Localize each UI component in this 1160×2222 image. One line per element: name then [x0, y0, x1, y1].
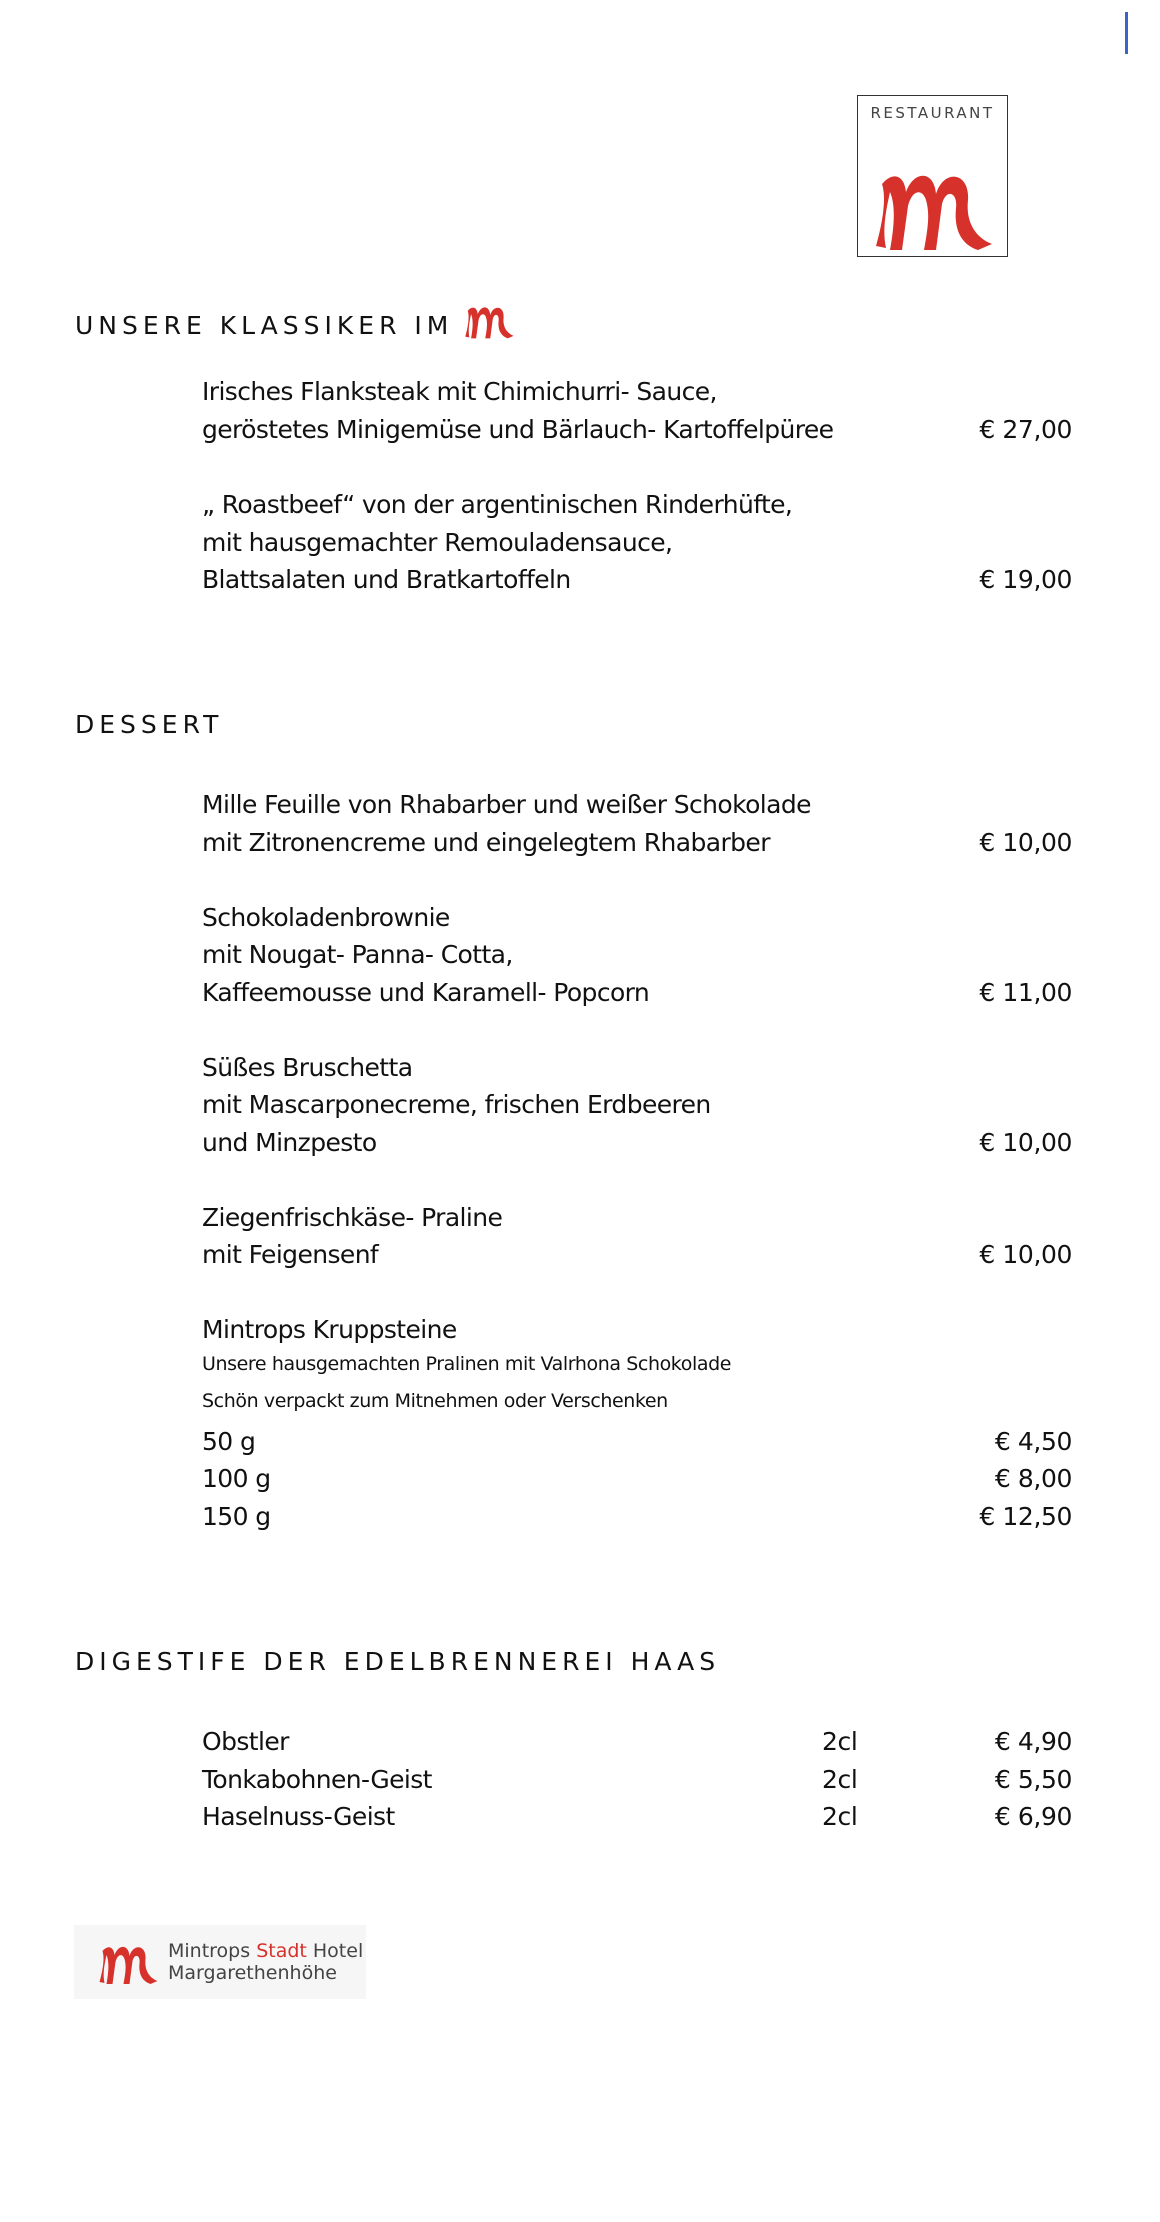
size-weight: 150 g	[202, 1502, 271, 1531]
menu-item-description: Schön verpackt zum Mitnehmen oder Verschenken	[202, 1390, 668, 1412]
menu-item-line: Irisches Flanksteak mit Chimichurri- Sauce,	[202, 377, 717, 406]
hotel-name	[168, 1940, 363, 1984]
drink-name: Haselnuss-Geist	[202, 1802, 395, 1831]
menu-item-line: mit Mascarponecreme, frischen Erdbeeren	[202, 1090, 711, 1119]
drink-price: € 5,50	[994, 1765, 1072, 1794]
section-heading-klassiker	[75, 300, 517, 340]
size-price: € 12,50	[979, 1502, 1072, 1531]
menu-item-price: € 11,00	[979, 978, 1072, 1007]
menu-item-line: mit hausgemachter Remouladensauce,	[202, 528, 673, 557]
m-logo-icon	[870, 158, 996, 254]
menu-item-line: geröstetes Minigemüse und Bärlauch- Kartoffelpüree	[202, 415, 834, 444]
hotel-name-part: Mintrops	[168, 1940, 257, 1962]
hotel-logo	[74, 1925, 366, 1999]
menu-item-title: Mintrops Kruppsteine	[202, 1315, 457, 1344]
menu-item-price: € 19,00	[979, 565, 1072, 594]
menu-item-line: Mille Feuille von Rhabarber und weißer Schokolade	[202, 790, 811, 819]
menu-item-price: € 10,00	[979, 828, 1072, 857]
menu-item-line: Schokoladenbrownie	[202, 903, 450, 932]
menu-item-line: Ziegenfrischkäse- Praline	[202, 1203, 503, 1232]
restaurant-logo	[857, 95, 1008, 257]
menu-item-line: mit Feigensenf	[202, 1240, 379, 1269]
menu-item-price: € 27,00	[979, 415, 1072, 444]
hotel-name-line2: Margarethenhöhe	[168, 1962, 337, 1984]
section-title: DESSERT	[75, 710, 224, 739]
menu-item-line: Blattsalaten und Bratkartoffeln	[202, 565, 571, 594]
size-price: € 8,00	[994, 1464, 1072, 1493]
hotel-name-highlight: Stadt	[256, 1940, 307, 1962]
menu-item-line: „ Roastbeef“ von der argentinischen Rinderhüfte,	[202, 490, 793, 519]
m-logo-icon	[461, 300, 517, 340]
drink-volume: 2cl	[822, 1765, 858, 1794]
menu-item-price: € 10,00	[979, 1240, 1072, 1269]
hotel-name-part: Hotel	[306, 1940, 364, 1962]
section-title: DIGESTIFE DER EDELBRENNEREI HAAS	[75, 1647, 721, 1676]
section-title: UNSERE KLASSIKER IM	[75, 311, 454, 340]
drink-price: € 4,90	[994, 1727, 1072, 1756]
size-weight: 50 g	[202, 1427, 256, 1456]
menu-item-line: mit Nougat- Panna- Cotta,	[202, 940, 513, 969]
hotel-name-line1	[168, 1940, 363, 1962]
menu-item-price: € 10,00	[979, 1128, 1072, 1157]
size-weight: 100 g	[202, 1464, 271, 1493]
drink-volume: 2cl	[822, 1802, 858, 1831]
section-heading-dessert	[75, 710, 223, 739]
menu-item-line: mit Zitronencreme und eingelegtem Rhabarber	[202, 828, 770, 857]
drink-name: Obstler	[202, 1727, 289, 1756]
drink-volume: 2cl	[822, 1727, 858, 1756]
text-cursor	[1125, 12, 1128, 54]
size-price: € 4,50	[994, 1427, 1072, 1456]
menu-item-line: Kaffeemousse und Karamell- Popcorn	[202, 978, 650, 1007]
section-heading-digestife	[75, 1647, 720, 1676]
menu-item-line: und Minzpesto	[202, 1128, 377, 1157]
drink-price: € 6,90	[994, 1802, 1072, 1831]
menu-item-line: Süßes Bruschetta	[202, 1053, 413, 1082]
restaurant-logo-label: RESTAURANT	[870, 104, 995, 122]
drink-name: Tonkabohnen-Geist	[202, 1765, 432, 1794]
menu-item-description: Unsere hausgemachten Pralinen mit Valrhona Schokolade	[202, 1353, 732, 1375]
m-logo-icon	[96, 1938, 160, 1986]
